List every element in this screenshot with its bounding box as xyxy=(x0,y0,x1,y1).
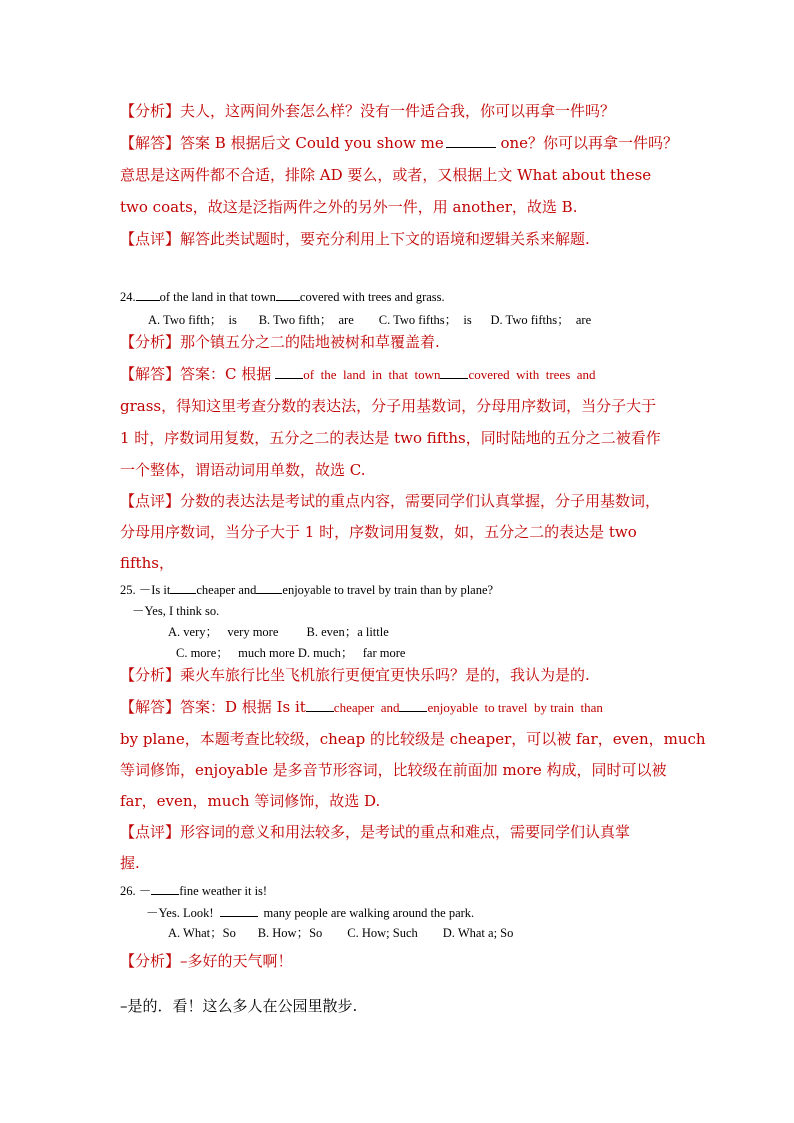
q25-comment-line1 xyxy=(120,821,630,842)
q24-comment-line3: fifths， xyxy=(120,554,174,572)
blank xyxy=(220,915,258,917)
q26-reply xyxy=(146,903,474,921)
analysis-text: 夫人，这两间外套怎么样？没有一件适合我，你可以再拿一件吗？ xyxy=(180,102,616,120)
q23-analysis xyxy=(120,100,615,121)
blank xyxy=(399,710,427,712)
analysis-tag: 【分析】 xyxy=(120,102,181,120)
q24-answer-line4: 一个整体，谓语动词用单数，故选 C. xyxy=(120,461,366,479)
question-number: 25. －Is it xyxy=(120,583,171,597)
blank xyxy=(151,893,179,895)
q23-answer-line3: two coats，故这是泛指两件之外的另外一件，用 another，故选 B. xyxy=(120,198,578,216)
answer-text: 答案：C 根据 xyxy=(180,365,272,383)
answer-tag: 【解答】 xyxy=(120,134,181,152)
analysis-tag: 【分析】 xyxy=(120,666,181,684)
q23-answer-line2: 意思是这两件都不合适，排除 AD 要么，或者，又根据上文 What about these xyxy=(120,166,652,184)
q23-comment xyxy=(120,228,590,249)
comment-tag: 【点评】 xyxy=(120,230,181,248)
comment-tag: 【点评】 xyxy=(120,823,181,841)
comment-text: 分数的表达法是考试的重点内容，需要同学们认真掌握，分子用基数词， xyxy=(180,492,661,510)
q24-answer-line2: grass，得知这里考查分数的表达法，分子用基数词，分母用序数词，当分子大于 xyxy=(120,397,657,415)
q24-options: A. Two fifth； is B. Two fifth； are C. Two fifths； is D. Two fifths； are xyxy=(148,313,592,327)
answer-text: of the land in that town xyxy=(303,367,441,382)
blank xyxy=(136,299,160,301)
answer-text: 答案 B 根据后文 Could you show me xyxy=(180,134,444,152)
analysis-text: –多好的天气啊！ xyxy=(180,952,293,970)
reply-text: many people are walking around the park. xyxy=(263,906,475,920)
q26-analysis xyxy=(120,950,293,971)
comment-text: 形容词的意义和用法较多，是考试的重点和难点，需要同学们认真掌 xyxy=(180,823,631,841)
comment-text: 解答此类试题时，要充分利用上下文的语境和逻辑关系来解题. xyxy=(180,230,590,248)
q25-stem xyxy=(120,580,493,598)
question-text: covered with trees and grass. xyxy=(299,290,445,304)
q26-stem xyxy=(120,881,267,899)
answer-tag: 【解答】 xyxy=(120,698,181,716)
q24-comment-line2: 分母用序数词，当分子大于 1 时，序数词用复数，如，五分之二的表达是 two xyxy=(120,523,637,541)
reply-text: －Yes. Look! xyxy=(146,906,214,920)
blank xyxy=(446,146,496,148)
answer-text: covered with trees and xyxy=(468,367,596,382)
blank xyxy=(306,710,334,712)
analysis-tag: 【分析】 xyxy=(120,333,181,351)
q24-answer-line1 xyxy=(120,363,596,384)
q25-answer-line4: far，even，much 等词修饰，故选 D. xyxy=(120,792,381,810)
comment-tag: 【点评】 xyxy=(120,492,181,510)
q24-answer-line3: 1 时，序数词用复数，五分之二的表达是 two fifths，同时陆地的五分之二被看作 xyxy=(120,429,661,447)
analysis-tag: 【分析】 xyxy=(120,952,181,970)
answer-text: one？你可以再拿一件吗？ xyxy=(495,134,679,152)
question-text: fine weather it is! xyxy=(179,884,268,898)
q25-answer-line3: 等词修饰，enjoyable 是多音节形容词，比较级在前面加 more 构成，同时可以被 xyxy=(120,761,667,779)
blank xyxy=(275,377,303,379)
analysis-text: 乘火车旅行比坐飞机旅行更便宜更快乐吗？是的，我认为是的. xyxy=(180,666,590,684)
q25-options-line1: A. very； very more B. even；a little xyxy=(168,625,389,639)
q25-analysis xyxy=(120,664,590,685)
question-text: cheaper and xyxy=(196,583,257,597)
q24-analysis xyxy=(120,331,440,352)
q26-analysis-line2: –是的．看！这么多人在公园里散步. xyxy=(120,997,358,1015)
answer-text: enjoyable to travel by train than xyxy=(427,700,603,715)
question-text: enjoyable to travel by train than by plane? xyxy=(282,583,494,597)
q25-comment-line2: 握. xyxy=(120,854,140,872)
answer-text: cheaper and xyxy=(333,700,400,715)
q23-answer-line1 xyxy=(120,132,678,153)
q24-comment-line1 xyxy=(120,490,660,511)
q26-options: A. What；So B. How；So C. How; Such D. What a; So xyxy=(168,926,514,940)
q25-options-line2: C. more； much more D. much； far more xyxy=(176,646,406,660)
q25-answer-line1 xyxy=(120,696,603,717)
answer-tag: 【解答】 xyxy=(120,365,181,383)
blank xyxy=(276,299,300,301)
blank xyxy=(256,592,282,594)
blank xyxy=(440,377,468,379)
q25-answer-line2: by plane，本题考查比较级，cheap 的比较级是 cheaper，可以被 far，even，much xyxy=(120,730,706,748)
answer-text: 答案：D 根据 Is it xyxy=(180,698,306,716)
analysis-text: 那个镇五分之二的陆地被树和草覆盖着. xyxy=(180,333,440,351)
question-text: of the land in that town xyxy=(159,290,276,304)
question-number: 24. xyxy=(120,290,136,304)
blank xyxy=(170,592,196,594)
q24-stem xyxy=(120,290,445,305)
question-number: 26. － xyxy=(120,884,152,898)
q25-reply: －Yes, I think so. xyxy=(132,604,220,618)
